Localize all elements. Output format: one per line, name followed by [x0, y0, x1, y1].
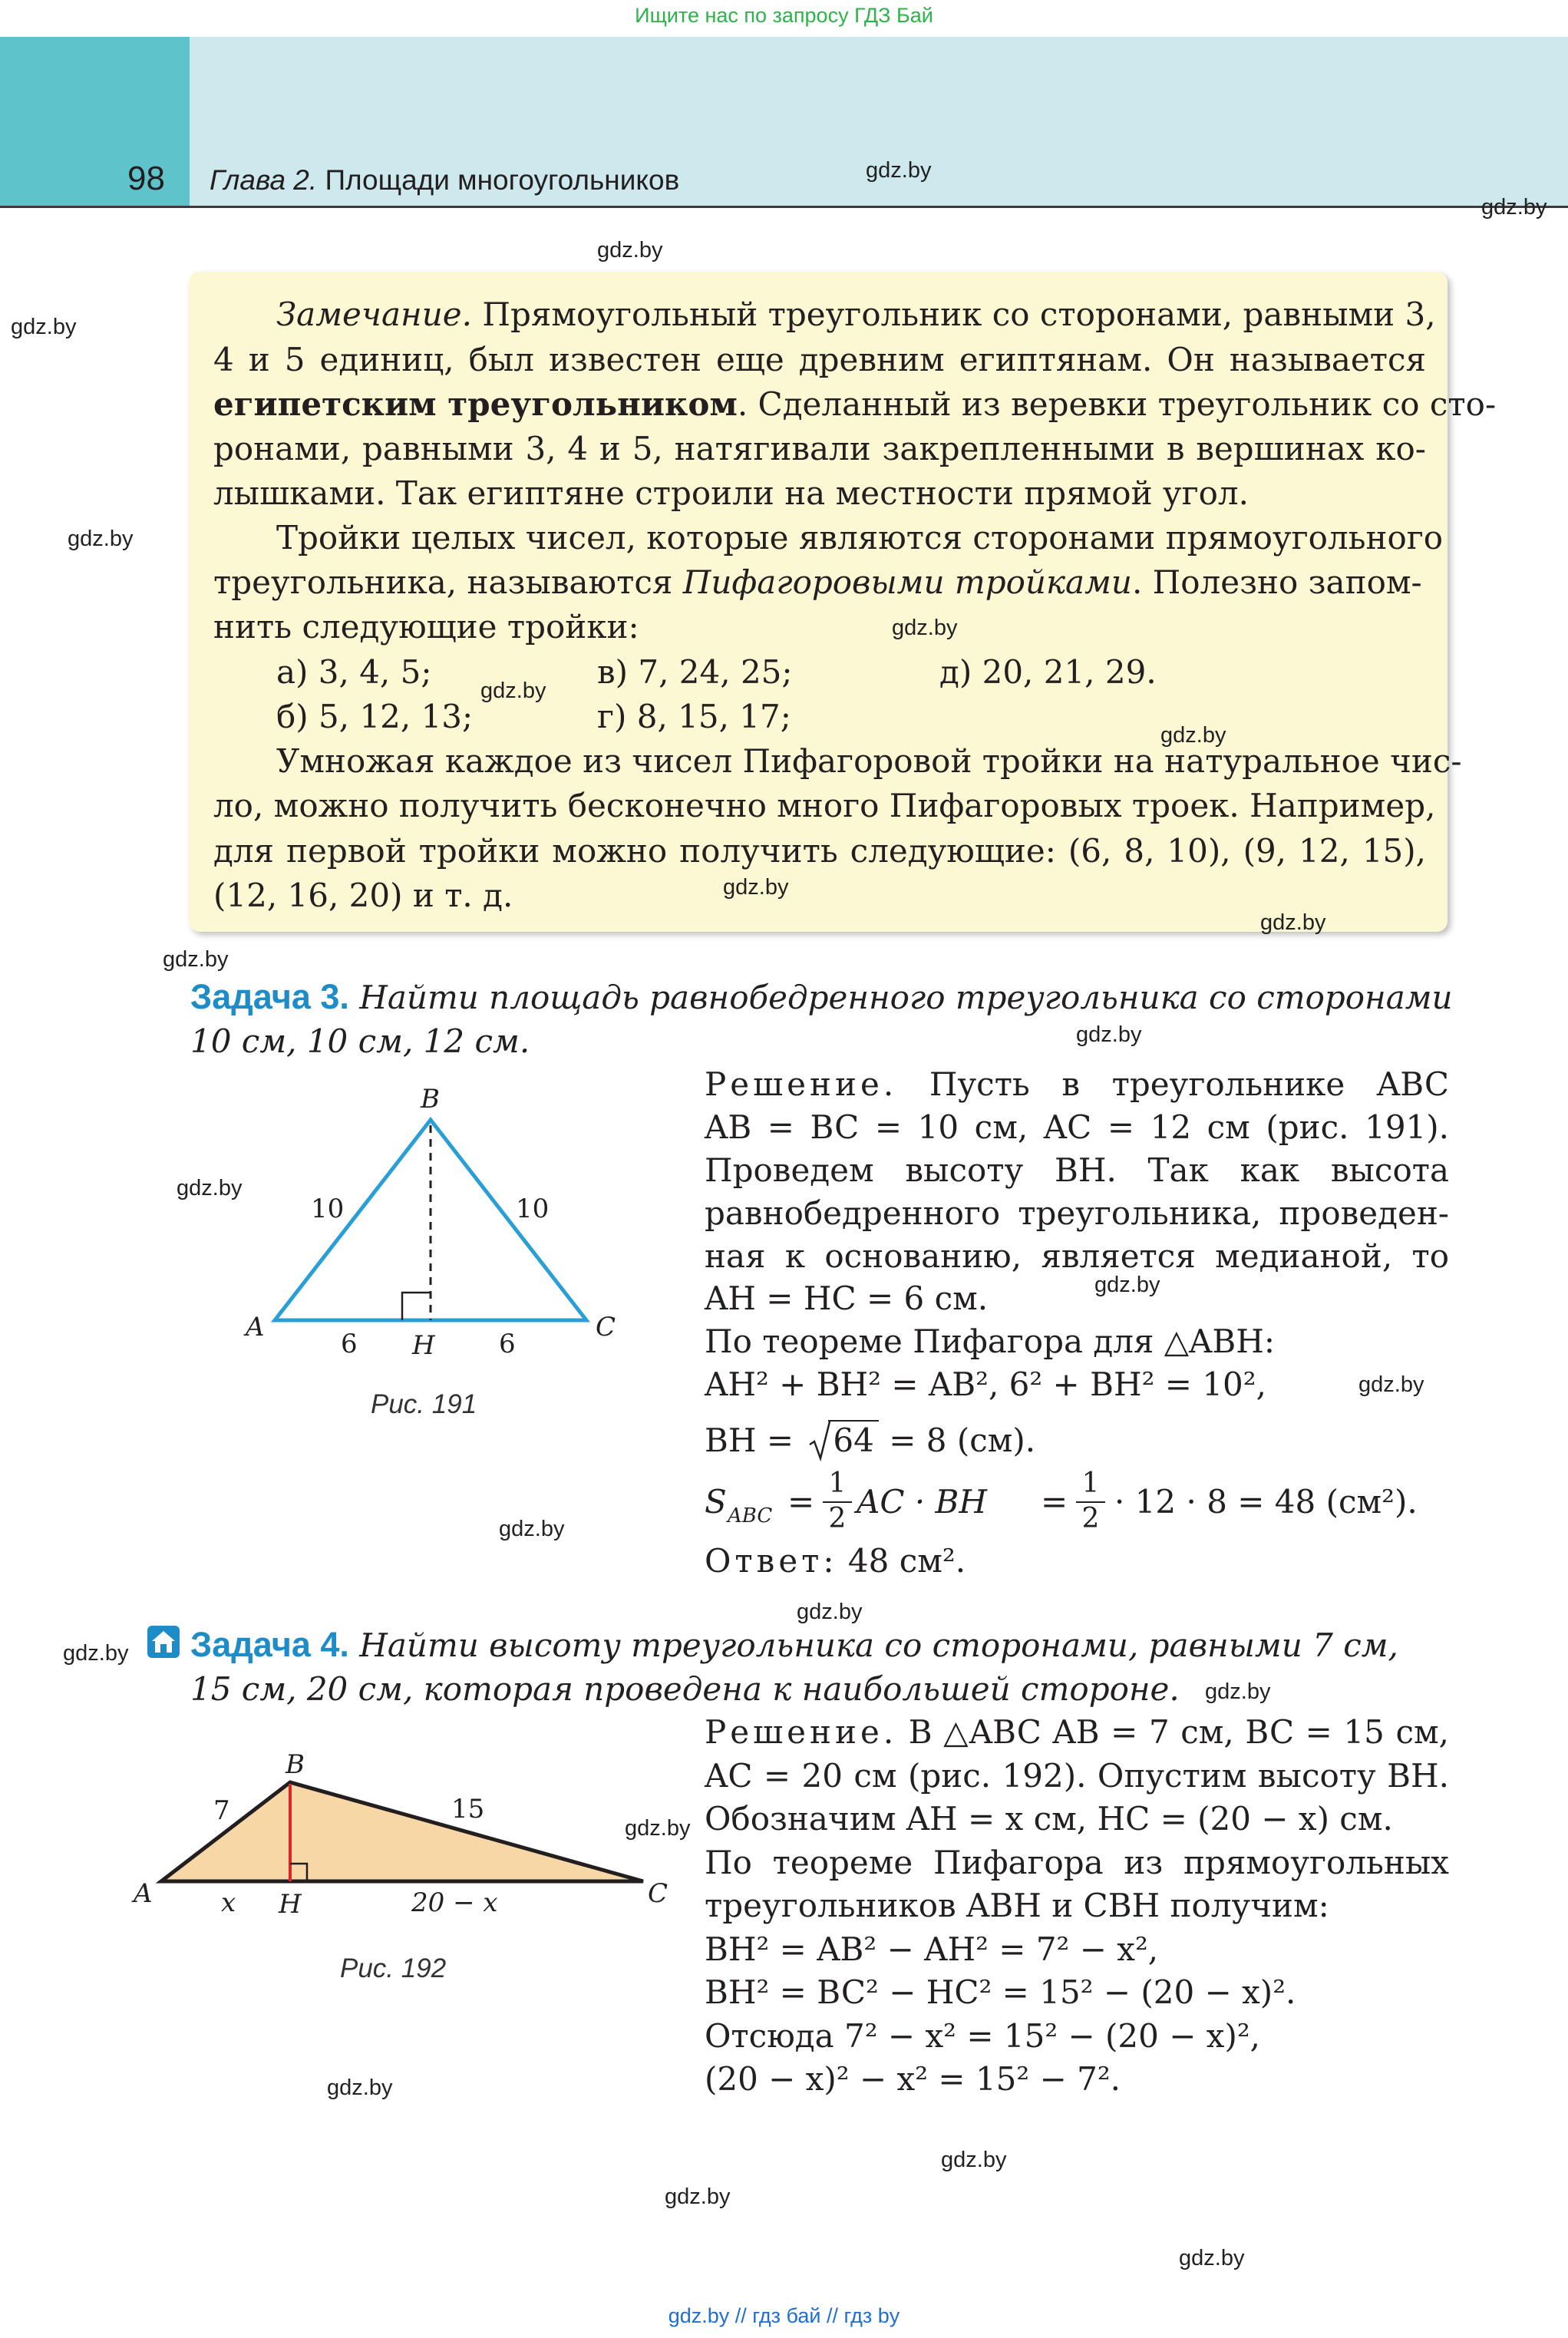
task3-solution-line: Проведем высоту BH. Так как высота: [705, 1151, 1449, 1189]
solution-text: = 8 (см).: [889, 1422, 1036, 1459]
task4-statement-line2: 15 см, 20 см, которая проведена к наибольшей стороне.: [190, 1670, 1180, 1708]
segment-ah-label: x: [221, 1887, 236, 1918]
equals-sign: =: [1041, 1483, 1068, 1521]
home-icon: [147, 1626, 180, 1658]
watermark: gdz.by: [892, 616, 958, 640]
note-line: Тройки целых чисел, которые являются сторонами прямоугольного: [276, 519, 1444, 556]
sqrt-expression: [808, 1418, 878, 1463]
note-line: (12, 16, 20) и т. д.: [213, 877, 513, 914]
fraction-denominator: 2: [1081, 1503, 1100, 1534]
segment-hc-label: 6: [499, 1329, 516, 1359]
note-line: ло, можно получить бесконечно много Пифагоровых троек. Например,: [213, 787, 1436, 824]
answer-word: Ответ:: [705, 1542, 838, 1580]
note-line: для первой тройки можно получить следующие: (6, 8, 10), (9, 12, 15),: [213, 832, 1426, 870]
watermark: gdz.by: [866, 158, 932, 183]
segment-hc-label: 20 − x: [411, 1887, 498, 1918]
task3-solution-line: По теореме Пифагора для △ABH:: [705, 1323, 1276, 1360]
task4-title: Задача 4.: [190, 1625, 349, 1664]
side-bc-label: 15: [451, 1794, 485, 1824]
triangle-abc: [161, 1782, 643, 1881]
chapter-title: [210, 164, 679, 196]
watermark: gdz.by: [597, 238, 663, 263]
note-line: ронами, равными 3, 4 и 5, натягивали закрепленными в вершинах ко-: [213, 430, 1426, 467]
figure-191-caption: Рис. 191: [371, 1389, 477, 1419]
task4-solution-line: BH² = BC² − HC² = 15² − (20 − x)².: [705, 1973, 1296, 2011]
watermark: gdz.by: [723, 875, 789, 900]
watermark: gdz.by: [163, 947, 229, 972]
note-text: Прямоугольный треугольник со сторонами, равными 3,: [482, 296, 1436, 333]
chapter-name: Площади многоугольников: [325, 164, 680, 196]
triple-d: д) 20, 21, 29.: [939, 653, 1157, 691]
task3-title: Задача 3.: [190, 977, 349, 1016]
vertex-c-label: C: [596, 1312, 616, 1342]
note-line: [276, 292, 1436, 337]
watermark: gdz.by: [1179, 2246, 1245, 2270]
right-angle-mark: [402, 1293, 431, 1320]
fraction-numerator: 1: [1081, 1468, 1100, 1499]
task4-heading: [190, 1623, 1398, 1668]
task4-solution-line: Обозначим AH = x см, HC = (20 − x) см.: [705, 1800, 1393, 1838]
watermark: gdz.by: [499, 1517, 565, 1541]
watermark: gdz.by: [1205, 1679, 1271, 1704]
area-result: · 12 · 8 = 48 (см²).: [1114, 1483, 1418, 1521]
watermark: gdz.by: [1076, 1022, 1142, 1047]
page-number: 98: [127, 160, 165, 197]
vertex-b-label: B: [286, 1749, 305, 1780]
task4-solution-line: [705, 1710, 1449, 1755]
task3-statement: Найти площадь равнобедренного треугольника со сторонами: [359, 979, 1453, 1016]
sqrt-sign: [808, 1420, 831, 1463]
note-italic-term: Пифагоровыми тройками: [682, 563, 1132, 601]
triple-g: г) 8, 15, 17;: [597, 698, 791, 735]
figure-191: [230, 1075, 660, 1359]
task4-solution-line: BH² = AB² − AH² = 7² − x²,: [705, 1930, 1159, 1968]
fraction-denominator: 2: [828, 1503, 847, 1534]
note-text: треугольника, называются: [213, 563, 673, 601]
side-bc-label: 10: [516, 1194, 550, 1224]
area-subscript: ABC: [728, 1504, 773, 1527]
note-text: . Полезно запом-: [1131, 563, 1422, 601]
task4-solution-line: По теореме Пифагора из прямоугольных: [705, 1844, 1449, 1881]
task3-statement-line2: 10 см, 10 см, 12 см.: [190, 1022, 530, 1060]
note-text: . Сделанный из веревки треугольник со сто-: [737, 385, 1497, 423]
triple-a: а) 3, 4, 5;: [276, 653, 432, 691]
watermark: gdz.by: [941, 2148, 1007, 2172]
task3-solution-line: равнобедренного треугольника, проведен-: [705, 1194, 1449, 1232]
watermark: gdz.by: [480, 679, 546, 703]
note-line: [213, 560, 1422, 605]
task4-solution-line: Отсюда 7² − x² = 15² − (20 − x)²,: [705, 2017, 1261, 2055]
answer-value: 48 см².: [847, 1542, 966, 1580]
note-lead: Замечание.: [276, 296, 472, 333]
side-ab-label: 7: [213, 1795, 230, 1826]
watermark: gdz.by: [1358, 1372, 1424, 1397]
vertex-a-label: A: [134, 1878, 153, 1909]
chapter-label: Глава 2.: [210, 164, 318, 196]
solution-text: Пусть в треугольнике ABC: [929, 1065, 1449, 1103]
task3-solution-line: AH = HC = 6 см.: [705, 1280, 989, 1317]
foot-h-label: H: [412, 1330, 435, 1359]
vertex-b-label: B: [421, 1084, 440, 1115]
watermark: gdz.by: [327, 2075, 393, 2100]
watermark: gdz.by: [68, 527, 134, 551]
triple-b: б) 5, 12, 13;: [276, 698, 474, 735]
solution-text: BH =: [705, 1422, 794, 1459]
note-line: 4 и 5 единиц, был известен еще древним египтянам. Он называется: [213, 341, 1426, 378]
note-line: лышками. Так египтяне строили на местности прямой угол.: [213, 474, 1249, 512]
task3-solution-line: [705, 1062, 1449, 1107]
watermark: gdz.by: [1094, 1273, 1160, 1297]
task4-statement: Найти высоту треугольника со сторонами, равными 7 см,: [359, 1626, 1398, 1664]
header-rule: [0, 206, 1568, 208]
area-expression: AC · BH: [857, 1483, 988, 1521]
task4-solution-line: треугольников ABH и CBH получим:: [705, 1887, 1329, 1924]
watermark: gdz.by: [1260, 910, 1326, 935]
figure-192-caption: Рис. 192: [340, 1953, 447, 1983]
task3-answer: [705, 1539, 966, 1583]
figure-192: [123, 1742, 706, 1934]
watermark: gdz.by: [665, 2184, 731, 2209]
task3-solution-line: AB = BC = 10 см, AC = 12 см (рис. 191).: [705, 1108, 1449, 1146]
task4-solution-line: AC = 20 см (рис. 192). Опустим высоту BH.: [705, 1757, 1449, 1795]
sqrt-radicand: 64: [828, 1420, 878, 1459]
vertex-a-label: A: [246, 1312, 265, 1342]
top-banner: Ищите нас по запросу ГДЗ Бай: [635, 4, 933, 27]
solution-word: Решение.: [705, 1065, 898, 1103]
watermark: gdz.by: [63, 1641, 129, 1666]
note-bold-term: египетским треугольником: [213, 385, 738, 423]
watermark: gdz.by: [11, 315, 77, 339]
task3-heading: [190, 975, 1453, 1020]
side-ab-label: 10: [311, 1194, 345, 1224]
watermark: gdz.by: [1160, 723, 1226, 748]
note-line: [213, 382, 1496, 427]
task4-solution-line: (20 − x)² − x² = 15² − 7².: [705, 2060, 1121, 2098]
area-symbol: S: [705, 1483, 727, 1521]
note-line: нить следующие тройки:: [213, 608, 639, 646]
watermark: gdz.by: [797, 1600, 863, 1624]
equals-sign: =: [787, 1483, 815, 1521]
solution-word: Решение.: [705, 1713, 898, 1751]
triple-v: в) 7, 24, 25;: [597, 653, 793, 691]
note-line: Умножая каждое из чисел Пифагоровой тройки на натуральное чис-: [276, 742, 1462, 780]
task3-solution-line: [705, 1418, 1035, 1463]
vertex-c-label: C: [648, 1878, 668, 1909]
task3-solution-line: ная к основанию, является медианой, то: [705, 1237, 1449, 1275]
segment-ah-label: 6: [341, 1329, 358, 1359]
fraction-numerator: 1: [828, 1468, 847, 1499]
solution-text: В △ABC AB = 7 см, BC = 15 см,: [908, 1713, 1449, 1751]
footer-links[interactable]: gdz.by // гдз бай // гдз by: [668, 2304, 900, 2327]
watermark: gdz.by: [625, 1816, 691, 1841]
task3-solution-line: AH² + BH² = AB², 6² + BH² = 10²,: [705, 1365, 1266, 1403]
watermark: gdz.by: [177, 1176, 243, 1200]
watermark: gdz.by: [1481, 195, 1547, 220]
foot-h-label: H: [279, 1889, 302, 1920]
